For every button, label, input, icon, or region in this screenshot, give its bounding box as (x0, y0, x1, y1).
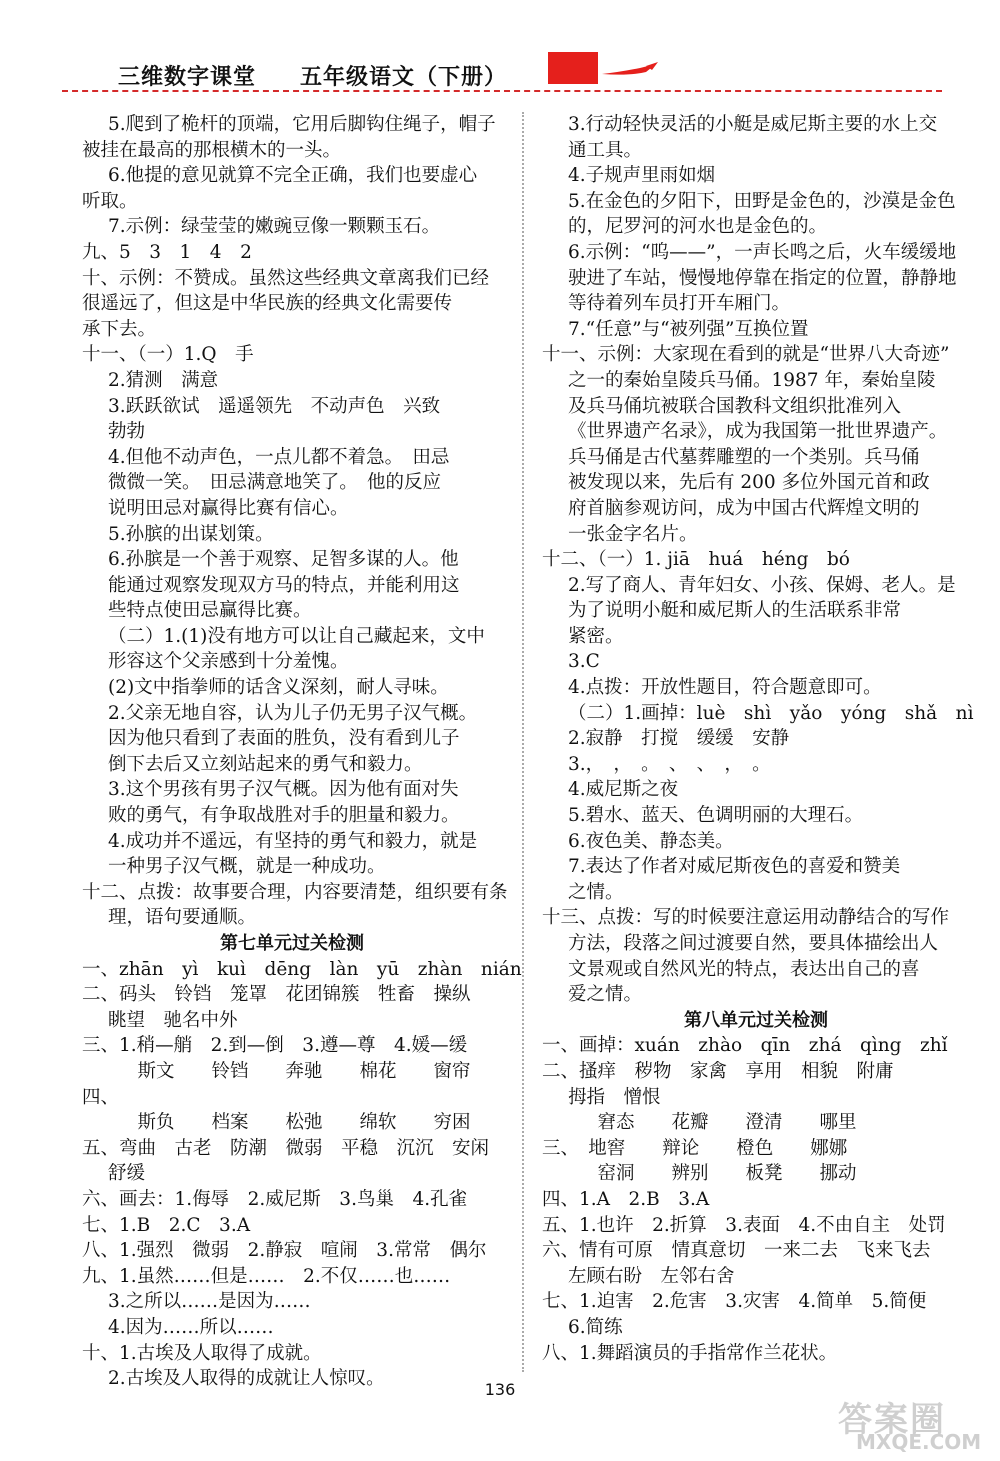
answer-line: 7.示例：绿莹莹的嫩豌豆像一颗颗玉石。 (108, 216, 441, 238)
answer-line: 很遥远了，但这是中华民族的经典文化需要传 (82, 293, 453, 315)
answer-line: 4.成功并不遥远，有坚持的勇气和毅力，就是 (108, 830, 478, 852)
answer-line: 三、 地窖 辩论 橙色 娜娜 (542, 1137, 848, 1159)
answer-line: 窘态 花瓣 澄清 哪里 (542, 1112, 857, 1134)
answer-line: 因为他只看到了表面的胜负，没有看到儿子 (108, 728, 460, 750)
answer-line: 五、弯曲 古老 防潮 微弱 平稳 沉沉 安闲 (82, 1137, 490, 1159)
answer-line: 听取。 (82, 190, 138, 212)
watermark-mark: 答案圈 (838, 1400, 946, 1440)
watermark-url: MXQE.COM (856, 1430, 982, 1454)
answer-line: 六、画去：1.侮辱 2.威尼斯 3.鸟巢 4.孔雀 (82, 1188, 468, 1210)
answer-line: 四、 (82, 1086, 120, 1108)
header-dashed-rule (62, 90, 942, 92)
logo-red-block (548, 52, 598, 84)
answer-line: 之一的秦始皇陵兵马俑。1987 年，秦始皇陵 (568, 369, 936, 391)
answer-line: 2.父亲无地自容，认为儿子仍无男子汉气概。 (108, 702, 478, 724)
answer-line: 窑洞 辨别 板凳 挪动 (542, 1163, 857, 1185)
answer-line: 十一、（一）1.Q 手 (82, 344, 254, 366)
watermark-logo (838, 1392, 988, 1452)
page-header (0, 52, 1000, 92)
answer-line: 一张金字名片。 (568, 523, 698, 545)
book-title: 五年级语文（下册） (300, 65, 508, 90)
section-heading: 第七单元过关检测 (220, 933, 364, 954)
answer-line: 三、1.稍—艄 2.到—倒 3.遵—尊 4.媛—缓 (82, 1035, 468, 1057)
answer-line: 7.“任意”与“被列强”互换位置 (568, 318, 809, 340)
answer-line: 6.他提的意见就算不完全正确，我们也要虚心 (108, 165, 478, 187)
answer-line: 五、1.也许 2.折算 3.表面 4.不由自主 处罚 (542, 1214, 946, 1236)
answer-line: 府首脑参观访问，成为中国古代辉煌文明的 (568, 497, 920, 519)
answer-line: 二、搔痒 秽物 家禽 享用 相貌 附庸 (542, 1060, 894, 1082)
answer-line: 之情。 (568, 881, 624, 903)
answer-line: 驶进了车站，慢慢地停靠在指定的位置，静静地 (568, 267, 957, 289)
right-answer-column (542, 112, 974, 1366)
answer-line: 微微一笑。 田忌满意地笑了。 他的反应 (108, 472, 442, 494)
series-title: 三维数字课堂 (118, 65, 257, 90)
answer-line: 承下去。 (82, 318, 157, 340)
answer-line: 紧密。 (568, 625, 624, 647)
answer-line: 《世界遗产名录》，成为我国第一批世界遗产。 (568, 421, 948, 443)
answer-line: (2)文中指拳师的话含义深刻，耐人寻味。 (108, 677, 449, 699)
answer-line: 为了说明小艇和威尼斯人的生活联系非常 (568, 600, 902, 622)
answer-line: 四、1.A 2.B 3.A (542, 1188, 710, 1210)
answer-line: 爱之情。 (568, 984, 643, 1006)
answer-line: 十、示例：不赞成。虽然这些经典文章离我们已经 (82, 267, 490, 289)
answer-line: 6.示例：“呜——”，一声长鸣之后，火车缓缓地 (568, 241, 957, 263)
answer-line: 形容这个父亲感到十分羞愧。 (108, 651, 349, 673)
answer-line: 斯文 铃铛 奔驰 棉花 窗帘 (82, 1060, 471, 1082)
answer-line: 4.威尼斯之夜 (568, 779, 679, 801)
answer-line: 十二、点拨：故事要合理，内容要清楚，组织要有条 (82, 881, 508, 903)
answer-line: 败的勇气，有争取战胜对手的胆量和毅力。 (108, 805, 460, 827)
answer-line: 的，尼罗河的河水也是金色的。 (568, 216, 828, 238)
answer-line: 3.跃跃欲试 遥遥领先 不动声色 兴致 (108, 395, 441, 417)
answer-line: 八、1.舞蹈演员的手指常作兰花状。 (542, 1342, 838, 1364)
answer-line: 九、5 3 1 4 2 (82, 241, 252, 263)
answer-line: 7.表达了作者对威尼斯夜色的喜爱和赞美 (568, 856, 901, 878)
answer-line: 一、zhān yì kuì dēng làn yū zhàn nián (82, 958, 522, 980)
answer-line: 4.因为……所以…… (108, 1316, 274, 1338)
answer-line: 些特点使田忌赢得比赛。 (108, 600, 312, 622)
rocket-icon (600, 60, 660, 80)
page-number: 136 (484, 1380, 516, 1399)
answer-line: 倒下去后又立刻站起来的勇气和毅力。 (108, 753, 423, 775)
answer-line: 说明田忌对赢得比赛有信心。 (108, 497, 349, 519)
answer-line: 等待着列车员打开车厢门。 (568, 293, 791, 315)
answer-line: 及兵马俑坑被联合国教科文组织批准列入 (568, 395, 902, 417)
answer-line: 3.， ， 。 、 、 ， 。 (568, 753, 771, 775)
answer-line: 二、码头 铃铛 笼罩 花团锦簇 牲畜 操纵 (82, 984, 471, 1006)
answer-line: 5.在金色的夕阳下，田野是金色的，沙漠是金色 (568, 190, 956, 212)
answer-line: 2.猜测 满意 (108, 369, 219, 391)
answer-line: 5.孙膑的出谋划策。 (108, 523, 274, 545)
answer-line: 6.简练 (568, 1316, 623, 1338)
answer-line: 方法，段落之间过渡要自然，要具体描绘出人 (568, 933, 939, 954)
answer-line: 3.C (568, 651, 600, 673)
section-heading: 第八单元过关检测 (684, 1009, 828, 1031)
answer-line: 七、1.B 2.C 3.A (82, 1214, 251, 1236)
answer-line: 能通过观察发现双方马的特点，并能利用这 (108, 574, 460, 596)
answer-line: 八、1.强烈 微弱 2.静寂 喧闹 3.常常 偶尔 (82, 1240, 487, 1262)
answer-line: 2.古埃及人取得的成就让人惊叹。 (108, 1368, 385, 1390)
answer-line: 眺望 驰名中外 (108, 1009, 238, 1031)
answer-line: 勃勃 (108, 421, 146, 443)
answer-line: 2.写了商人、青年妇女、小孩、保姆、老人。是 (568, 574, 956, 596)
answer-line: 文景观或自然风光的特点，表达出自己的喜 (568, 958, 920, 980)
answer-line: 理，语句要通顺。 (108, 907, 257, 929)
answer-line: 6.孙膑是一个善于观察、足智多谋的人。他 (108, 549, 459, 571)
answer-line: 4.点拨：开放性题目，符合题意即可。 (568, 677, 882, 699)
answer-line: 被发现以来，先后有 200 多位外国元首和政 (568, 472, 930, 494)
answer-line: 6.夜色美、静态美。 (568, 830, 734, 852)
answer-line: 十三、点拨：写的时候要注意运用动静结合的写作 (542, 907, 950, 929)
answer-line: 5.碧水、蓝天、色调明丽的大理石。 (568, 805, 864, 827)
answer-line: 通工具。 (568, 139, 643, 161)
answer-line: 斯负 档案 松弛 绵软 穷困 (82, 1112, 471, 1134)
answer-line: 5.爬到了桅杆的顶端，它用后脚钩住绳子，帽子 (108, 114, 496, 135)
answer-line: 3.行动轻快灵活的小艇是威尼斯主要的水上交 (568, 114, 938, 135)
answer-line: 兵马俑是古代墓葬雕塑的一个类别。兵马俑 (568, 446, 920, 468)
answer-line: 4.但他不动声色，一点儿都不着急。 田忌 (108, 446, 450, 468)
answer-line: 七、1.迫害 2.危害 3.灾害 4.简单 5.简便 (542, 1291, 927, 1313)
answer-line: 拇指 憎恨 (568, 1086, 661, 1108)
answer-line: 3.这个男孩有男子汉气概。因为他有面对失 (108, 779, 459, 801)
answer-line: （二）1.(1)没有地方可以让自己藏起来，文中 (108, 625, 485, 647)
answer-line: 被挂在最高的那根横木的一头。 (82, 139, 342, 161)
column-divider (522, 112, 524, 1372)
answer-line: 左顾右盼 左邻右舍 (568, 1265, 735, 1287)
answer-line: 十一、示例：大家现在看到的就是“世界八大奇迹” (542, 344, 950, 366)
answer-line: 十二、（一）1. jiā huá héng bó (542, 549, 850, 571)
answer-line: 一种男子汉气概，就是一种成功。 (108, 856, 386, 878)
answer-line: 2.寂静 打搅 缓缓 安静 (568, 728, 790, 750)
answer-line: 九、1.虽然……但是…… 2.不仅……也…… (82, 1265, 451, 1287)
answer-line: （二）1.画掉：luè shì yǎo yóng shǎ nì (568, 702, 974, 724)
answer-line: 4.子规声里雨如烟 (568, 165, 716, 187)
answer-line: 六、情有可原 情真意切 一来二去 飞来飞去 (542, 1240, 931, 1262)
answer-line: 十、1.古埃及人取得了成就。 (82, 1342, 322, 1364)
answer-line: 3.之所以……是因为…… (108, 1291, 311, 1313)
answer-line: 舒缓 (108, 1163, 146, 1185)
answer-line: 一、画掉：xuán zhào qīn zhá qìng zhǐ (542, 1035, 948, 1057)
